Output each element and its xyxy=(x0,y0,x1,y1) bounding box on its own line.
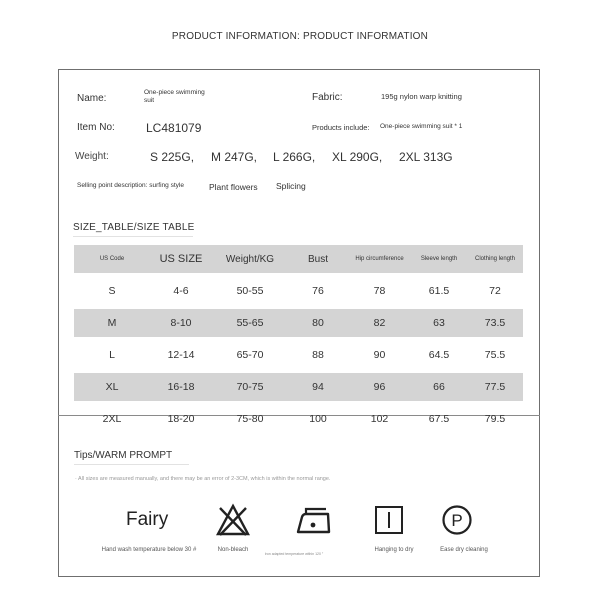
table-row xyxy=(74,277,523,305)
size-table xyxy=(74,245,523,433)
table-cell: 63 xyxy=(411,309,467,337)
table-cell: 88 xyxy=(312,349,324,361)
header-weight: Weight/KG xyxy=(212,245,288,273)
weight-label: Weight: xyxy=(75,151,109,162)
table-cell: 73.5 xyxy=(467,309,523,337)
table-row xyxy=(74,373,523,401)
item-value: LC481079 xyxy=(146,121,202,135)
table-cell: 94 xyxy=(288,373,348,401)
table-cell: 50-55 xyxy=(236,285,264,297)
table-cell: 77.5 xyxy=(467,373,523,401)
name-label: Name: xyxy=(77,93,107,104)
table-cell: 55-65 xyxy=(212,309,288,337)
size-table-title: SIZE_TABLE/SIZE TABLE xyxy=(73,222,195,233)
tips-title-underline xyxy=(74,464,189,465)
no-bleach-caption: Non-bleach xyxy=(217,547,249,553)
table-cell: 65-70 xyxy=(236,349,264,361)
fabric-value: 195g nylon warp knitting xyxy=(381,92,462,101)
weight-l: L 266G, xyxy=(273,150,316,164)
tips-title: Tips/WARM PROMPT xyxy=(74,450,173,461)
table-cell: 2XL xyxy=(102,413,122,425)
header-hip: Hip circumference xyxy=(348,245,411,273)
table-cell: 75-80 xyxy=(236,413,264,425)
item-label: Item No: xyxy=(77,122,115,133)
header-us-size: US SIZE xyxy=(150,245,212,273)
hang-dry-icon xyxy=(374,505,404,535)
dry-clean-icon xyxy=(441,504,473,536)
table-cell: 102 xyxy=(370,413,389,425)
table-cell: 72 xyxy=(489,285,501,297)
table-cell: 90 xyxy=(373,349,386,361)
weight-m: M 247G, xyxy=(211,150,258,164)
table-cell: 79.5 xyxy=(484,413,506,425)
table-cell: 66 xyxy=(411,373,467,401)
weight-xl: XL 290G, xyxy=(332,150,383,164)
fabric-label: Fabric: xyxy=(312,92,343,103)
table-row xyxy=(74,341,523,369)
table-cell: 12-14 xyxy=(167,349,195,361)
name-value: One-piece swimming suit xyxy=(144,89,205,104)
hang-dry-caption: Hanging to dry xyxy=(374,547,414,553)
table-cell: S xyxy=(108,285,116,297)
table-cell: 82 xyxy=(348,309,411,337)
selling-point-2: Splicing xyxy=(276,181,306,191)
table-cell: 80 xyxy=(288,309,348,337)
hand-wash-caption: Hand wash temperature below 30 # xyxy=(101,547,197,553)
selling-point-1: Plant flowers xyxy=(209,182,258,192)
table-cell: 76 xyxy=(312,285,324,297)
table-cell: 4-6 xyxy=(173,285,189,297)
table-cell: 64.5 xyxy=(428,349,450,361)
weight-2xl: 2XL 313G xyxy=(399,150,453,164)
table-cell: 16-18 xyxy=(150,373,212,401)
header-sleeve: Sleeve length xyxy=(411,245,467,273)
table-row xyxy=(74,405,523,433)
table-row xyxy=(74,309,523,337)
header-bust: Bust xyxy=(288,245,348,273)
dry-clean-caption: Ease dry cleaning xyxy=(440,547,488,553)
iron-caption: Iron adapted temperature within 120 ° xyxy=(264,552,324,556)
iron-icon xyxy=(296,507,332,535)
table-cell: 100 xyxy=(309,413,327,425)
no-bleach-icon xyxy=(216,503,250,537)
table-cell: 18-20 xyxy=(167,413,195,425)
measurement-note: · All sizes are measured manually, and there may be an error of 2-3CM, which is within the normal range. xyxy=(75,476,331,482)
weight-s: S 225G, xyxy=(150,150,195,164)
header-clothing-length: Clothing length xyxy=(467,245,523,273)
table-cell: 67.5 xyxy=(428,413,450,425)
includes-value: One-piece swimming suit * 1 xyxy=(380,123,463,130)
size-table-title-underline xyxy=(73,236,193,237)
svg-text:P: P xyxy=(451,511,463,530)
fairy-text: Fairy xyxy=(126,509,169,530)
page-title: PRODUCT INFORMATION: PRODUCT INFORMATION xyxy=(171,31,429,42)
table-cell: 61.5 xyxy=(428,285,450,297)
includes-label: Products include: xyxy=(312,123,370,132)
table-cell: 96 xyxy=(348,373,411,401)
header-us-code: US Code xyxy=(74,245,150,273)
table-cell: 75.5 xyxy=(484,349,506,361)
selling-point-label: Selling point description: surfing style xyxy=(77,182,184,189)
table-cell: 78 xyxy=(373,285,386,297)
table-cell: 8-10 xyxy=(150,309,212,337)
table-cell: XL xyxy=(74,373,150,401)
table-cell: 70-75 xyxy=(212,373,288,401)
size-table-header-row xyxy=(74,245,523,273)
table-cell: M xyxy=(74,309,150,337)
table-cell: L xyxy=(109,349,115,361)
